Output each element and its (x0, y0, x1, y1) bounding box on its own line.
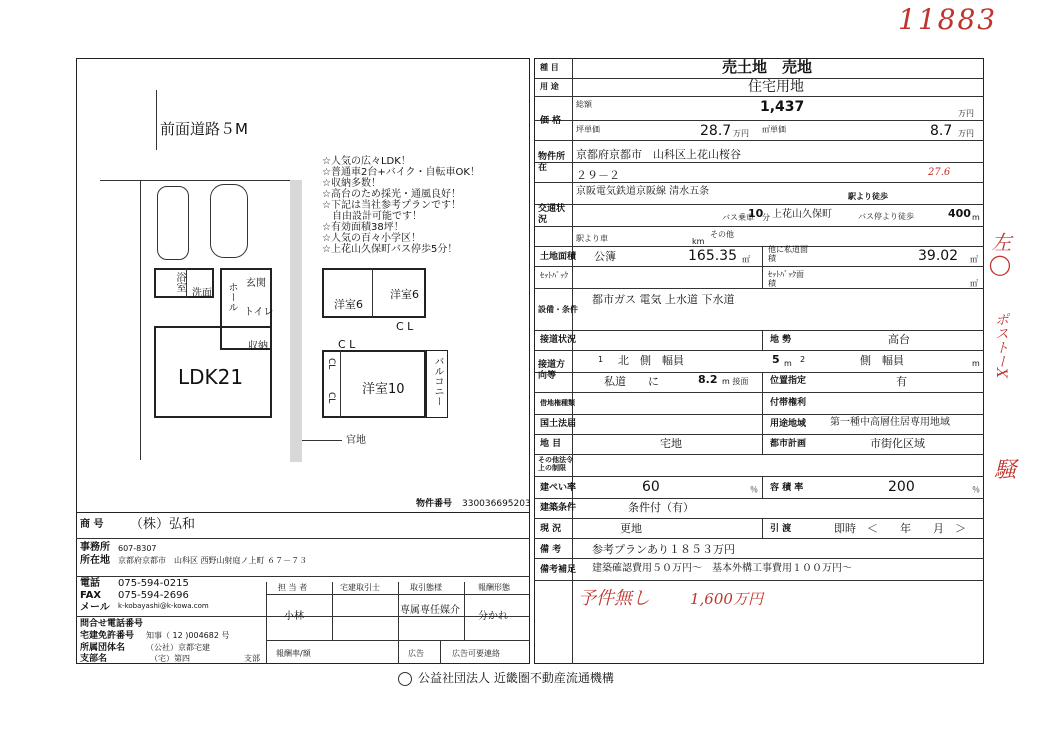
remark-value: 参考プランあり１８５３万円 (592, 543, 735, 556)
table-rule (534, 518, 984, 519)
table-rule (534, 558, 984, 559)
table-rule (534, 182, 984, 183)
handwritten-small-mark: 27.6 (928, 167, 951, 178)
footer-org: 公益社団法人 近畿圏不動産流通機構 (418, 671, 614, 685)
other-law-label: その他法令上の制限 (538, 456, 573, 472)
table-rule (762, 246, 763, 288)
facility-label: 設備・条件 (538, 305, 578, 314)
handwritten-bottom-note: 予件無し (578, 588, 650, 609)
other-label: その他 (710, 230, 734, 239)
plan-label: 都市計画 (770, 439, 807, 449)
trade-label: 商 号 (80, 519, 104, 530)
m2-label: ㎡単価 (762, 125, 786, 134)
office-zip: 607-8307 (118, 544, 157, 553)
remark2-value: 建築確認費用５０万円～ 基本外構工事費用１００万円～ (592, 563, 852, 574)
table-rule (534, 392, 984, 393)
room-toilet: トイレ (244, 307, 274, 318)
direction-label: 接道方向等 (538, 360, 566, 381)
m2-price: 8.7 (930, 123, 953, 139)
kind-value: 売土地 売地 (722, 58, 813, 76)
tsubo-price: 28.7 (700, 123, 732, 139)
fee-type: 分かれ (478, 611, 508, 622)
fax-number: 075-594-2696 (118, 590, 189, 601)
road-width-unit: m 接面 (722, 377, 749, 386)
km-unit: km (692, 237, 705, 246)
table-rule (762, 476, 763, 498)
bcr-value: 60 (642, 479, 660, 495)
table-rule (534, 372, 984, 373)
closet-1: C L (396, 320, 414, 333)
table-rule (762, 518, 763, 538)
table-rule (762, 372, 763, 392)
private-road-unit: ㎡ (970, 255, 978, 264)
header-staff: 担 当 者 (278, 583, 308, 592)
table-rule (762, 330, 763, 350)
inquiry-label: 問合せ電話番号 (80, 619, 144, 629)
property-number: 330036695203 (462, 499, 531, 509)
land-area-label: 土地面積 (540, 252, 577, 262)
feature-item: ☆人気の百々小学区！ (322, 233, 421, 244)
position-value: 有 (896, 375, 907, 388)
location-line1: 京都府京都市 山科区上花山桜谷 (576, 148, 741, 161)
remark-label: 備 考 (540, 545, 562, 555)
header-licensed: 宅建取引士 (340, 583, 380, 592)
from-station-label: 駅より車 (576, 234, 608, 243)
table-rule (534, 434, 984, 435)
remark2-label: 備考補足 (540, 565, 577, 575)
direction-2: 側 幅員 (860, 354, 904, 367)
zone-label: 用途地域 (770, 419, 807, 429)
car-icon (210, 184, 248, 258)
bus-minutes-unit: 分 (762, 213, 770, 222)
handwritten-note-2: ポストーX (993, 312, 1009, 378)
license-number: 知事（ 12 )004682 号 (146, 631, 230, 640)
feature-item: ☆人気の広々LDK！ (322, 156, 411, 167)
table-rule (534, 350, 984, 351)
national-law-label: 国土法届 (540, 419, 577, 429)
setback-label: ｾｯﾄﾊﾞｯｸ (540, 271, 568, 280)
room-western-6a: 洋室6 (334, 298, 363, 311)
table-rule (534, 204, 984, 205)
kind-label: 種 目 (540, 63, 559, 72)
condition-label: 建築条件 (540, 503, 577, 513)
bcr-label: 建ぺい率 (540, 483, 577, 493)
room-storage: 収納 (248, 341, 268, 352)
table-rule (534, 140, 984, 141)
room-wash: 洗面 (192, 288, 212, 299)
office-address: 京都府京都市 山科区 西野山射庭ノ上町 ６７－７３ (118, 556, 308, 565)
office-label: 事務所 (80, 542, 110, 553)
tsubo-unit: 万円 (733, 129, 749, 138)
feature-item: 自由設計可能です！ (322, 211, 422, 222)
staff-name: 小林 (284, 611, 304, 622)
status-label: 現 況 (540, 524, 562, 534)
deal-type: 専属専任媒介 (400, 605, 460, 616)
table-rule (534, 538, 984, 539)
lease-label: 借地権種類 (540, 399, 575, 407)
branch-name: （宅）第四 (150, 654, 190, 663)
setback-area-unit: ㎡ (970, 279, 978, 288)
status-value: 更地 (620, 522, 642, 535)
direction-2-unit: m (972, 359, 980, 368)
feature-item: ☆有効面積38坪！ (322, 222, 404, 233)
table-rule (534, 414, 984, 415)
table-rule (534, 246, 984, 247)
branch-suffix: 支部 (244, 654, 260, 663)
neighbor-label: 官地 (346, 435, 366, 446)
road-width: 8.2 (698, 373, 718, 386)
setback-area-label: ｾｯﾄﾊﾞｯｸ面積 (768, 270, 804, 288)
plan-frame (76, 58, 530, 664)
road-type: 私道 に (604, 375, 659, 388)
attach-label: 付帯権利 (770, 398, 807, 408)
table-rule (534, 498, 984, 499)
handwritten-note-3: 騒 (994, 458, 1017, 483)
feature-item: ☆高台のため採光・通風良好！ (322, 189, 461, 200)
closet-4: CL (326, 392, 336, 404)
room-western-6b: 洋室6 (390, 288, 419, 301)
table-rule (534, 120, 984, 121)
site-boundary (290, 180, 302, 462)
tel-number: 075-594-0215 (118, 578, 189, 589)
fax-label: FAX (80, 590, 102, 601)
mail-label: メール (80, 602, 110, 613)
org-logo-icon (398, 672, 412, 686)
bus-walk: 400 (948, 207, 971, 220)
bus-walk-label: バス停より徒歩 (858, 212, 914, 221)
total-price: 1,437 (760, 99, 805, 115)
direction-1: 北 側 幅員 (618, 354, 684, 367)
traffic-label: 交通状況 (538, 204, 566, 225)
handwritten-note-1: 左◯ (988, 232, 1012, 276)
fee-rate-label: 報酬率/額 (276, 649, 311, 658)
private-road: 39.02 (918, 248, 959, 264)
bus-walk-unit: m (972, 213, 980, 222)
room-bath: 浴室 (174, 272, 185, 292)
license-label: 宅建免許番号 (80, 631, 135, 641)
direction-1-unit: m (784, 359, 792, 368)
table-rule (534, 330, 984, 331)
total-unit: 万円 (958, 109, 974, 118)
assoc-name: （公社）京都宅建 (146, 643, 210, 652)
feature-item: ☆下記は当社参考プランです！ (322, 200, 461, 211)
registry: 公簿 (594, 250, 616, 263)
handwritten-doc-number: 11883 (898, 3, 998, 36)
land-label: 地 目 (540, 439, 562, 449)
header-fee: 報酬形態 (478, 583, 510, 592)
far-label: 容 積 率 (770, 483, 804, 493)
table-rule (534, 580, 984, 581)
feature-item: ☆収納多数！ (322, 178, 381, 189)
station-walk-label: 駅より徒歩 (848, 192, 888, 201)
bcr-unit: ％ (750, 485, 758, 494)
feature-item: ☆普通車2台+バイク・自転車OK！ (322, 167, 480, 178)
address-label: 所在地 (80, 555, 110, 566)
room-hall: ホール (226, 282, 237, 312)
tel-label: 電話 (80, 578, 100, 589)
tsubo-label: 坪単価 (576, 125, 600, 134)
train-line: 京阪電気鉄道京阪線 清水五条 (576, 186, 710, 197)
table-rule (534, 96, 984, 97)
land-area: 165.35 (688, 248, 737, 264)
direction-1-width: 5 (772, 353, 780, 366)
bus-minutes: 10 (748, 207, 764, 220)
direction-1-no: 1 (598, 355, 604, 364)
ad-label: 広告 (408, 649, 424, 658)
far-value: 200 (888, 479, 915, 495)
handover-label: 引 渡 (770, 524, 792, 534)
trade-name: （株）弘和 (130, 517, 196, 532)
table-rule (534, 266, 984, 267)
private-road-label: 他に私道面積 (768, 245, 808, 263)
bus-label: バス乗車 (722, 213, 754, 222)
closet-3: CL (326, 358, 336, 370)
handover-value: 即時 ＜ 年 月 ＞ (834, 522, 966, 535)
connect-label: 接道状況 (540, 335, 577, 345)
table-rule (534, 454, 984, 455)
direction-2-no: 2 (800, 355, 806, 364)
branch-label: 支部名 (80, 654, 108, 664)
price-label: 価 格 (540, 116, 562, 126)
table-rule (762, 392, 763, 454)
terrain-value: 高台 (888, 333, 910, 346)
room-western-10: 洋室10 (362, 382, 405, 397)
closet-2: C L (338, 338, 356, 351)
feature-list (322, 156, 480, 255)
ad-value: 広告可要連絡 (452, 649, 500, 658)
assoc-label: 所属団体名 (80, 643, 126, 653)
land-value: 宅地 (660, 437, 682, 450)
condition-value: 条件付（有） (628, 501, 694, 514)
terrain-label: 地 勢 (770, 335, 792, 345)
car-icon (157, 186, 189, 260)
m2-unit: 万円 (958, 129, 974, 138)
road-label: 前面道路５M (160, 120, 248, 138)
table-rule (534, 162, 984, 163)
room-balcony: バルコニー (432, 356, 443, 406)
land-area-unit: ㎡ (742, 255, 750, 264)
table-rule (534, 226, 984, 227)
room-ldk: LDK21 (178, 365, 244, 389)
header-deal: 取引態様 (410, 583, 442, 592)
property-number-label: 物件番号 (416, 499, 453, 509)
handwritten-bottom-price: 1,600万円 (690, 590, 763, 608)
table-rule (534, 288, 984, 289)
use-label: 用 途 (540, 82, 559, 91)
room-entrance: 玄関 (246, 278, 266, 289)
mail-address: k-kobayashi@k-kowa.com (118, 602, 209, 610)
plan-value: 市街化区域 (870, 437, 925, 450)
use-value: 住宅用地 (748, 79, 804, 95)
facility-value: 都市ガス 電気 上水道 下水道 (592, 293, 735, 306)
zone-value: 第一種中高層住居専用地域 (830, 417, 950, 428)
location-label: 物件所在 (538, 152, 566, 173)
table-rule (534, 476, 984, 477)
far-unit: ％ (972, 485, 980, 494)
bus-stop: 上花山久保町 (772, 209, 832, 220)
location-line2: ２９－２ (576, 169, 620, 182)
feature-item: ☆上花山久保町バス停歩5分！ (322, 244, 458, 255)
position-label: 位置指定 (770, 376, 807, 386)
total-label: 総額 (576, 100, 592, 109)
